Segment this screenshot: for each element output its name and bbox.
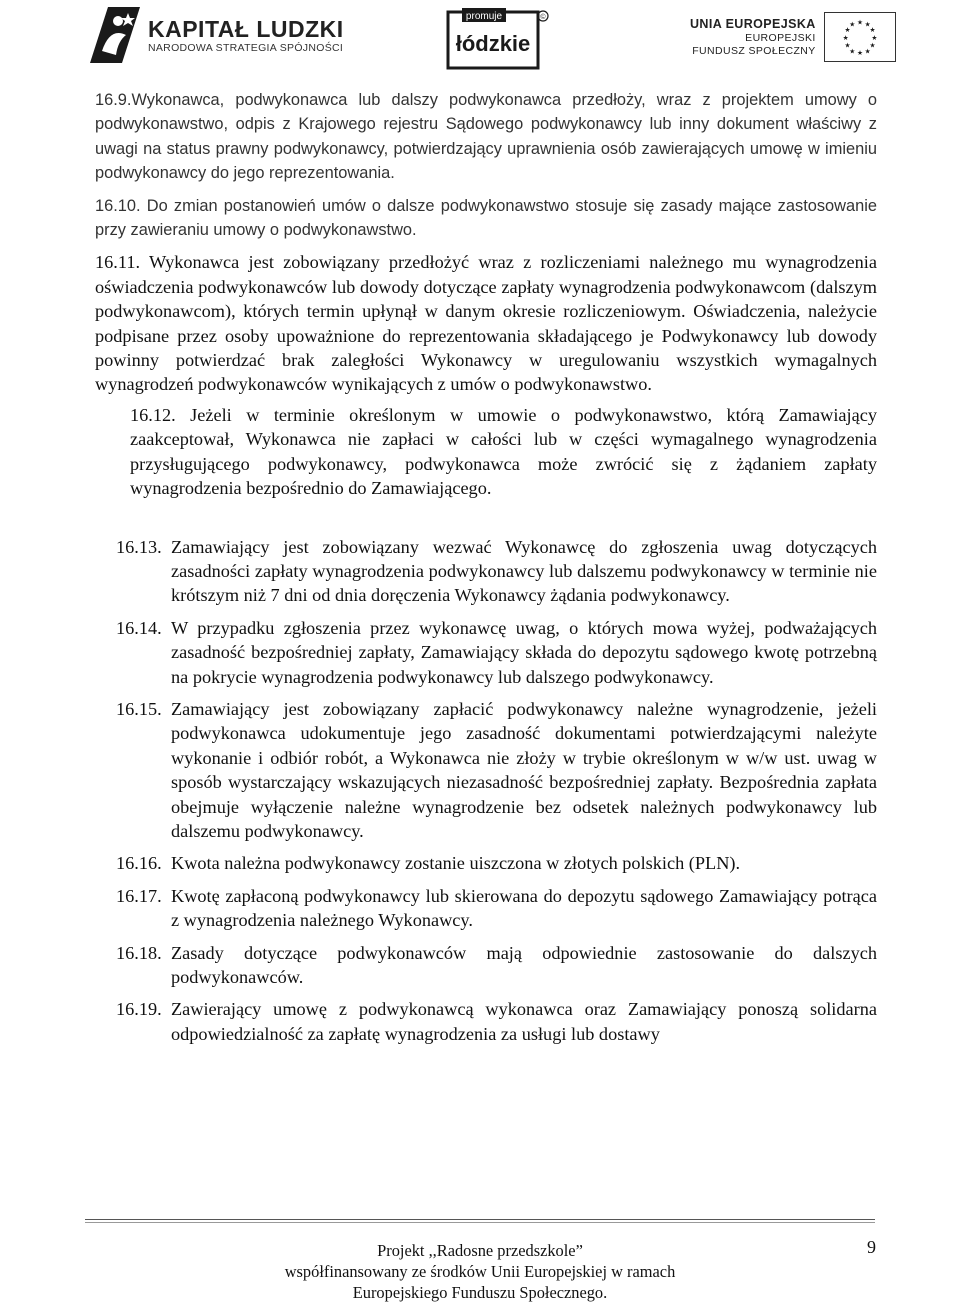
eu-line1: UNIA EUROPEJSKA — [690, 16, 816, 31]
document-body — [95, 88, 877, 1046]
footer-line2: współfinansowany ze środków Unii Europejskiej w ramach — [284, 1262, 676, 1281]
kl-title: KAPITAŁ LUDZKI — [148, 15, 344, 42]
list-item — [116, 616, 877, 689]
kapital-ludzki-logo — [88, 5, 344, 65]
page-header — [0, 0, 960, 82]
promuje-lodzkie-logo — [446, 6, 550, 70]
svg-text:★: ★ — [856, 49, 863, 58]
svg-text:★: ★ — [869, 41, 876, 50]
paragraph-16-11: 16.11. Wykonawca jest zobowiązany przedłożyć wraz z rozliczeniami należnego mu wynagrodzenia oświadczenia podwykonawców lub dowody dotyczące zapłaty wynagrodzenia podwykonawcom (dalszym podwykonawcom), których termin upłynął w danym okresie rozliczeniowym. Oświadczenia, należycie podpisane przez osoby upoważnione do reprezentowania składającego je Podwykonawcy lub dowody powinny potwierdzać brak zaległości Wykonawcy w uregulowaniu wszystkich wymagalnych wynagrodzeń podwykonawców wynikających z umów o podwykonawstwo. — [95, 252, 877, 395]
list-item-number: 16.15. — [116, 698, 162, 719]
list-item-text: Zamawiający jest zobowiązany wezwać Wykonawcę do zgłoszenia uwag dotyczących zasadności zapłaty wynagrodzenia podwykonawcy lub dalszemu podwykonawcy w terminie nie krótszym niż 7 dni od dnia doręczenia Wykonawcy żądania podwykonawcy. — [171, 536, 877, 606]
svg-text:★: ★ — [844, 26, 851, 35]
list-item — [116, 535, 877, 608]
list-item-number: 16.18. — [116, 942, 162, 963]
svg-text:★: ★ — [844, 41, 851, 50]
kapital-ludzki-emblem-icon — [88, 5, 142, 65]
list-item — [116, 884, 877, 933]
numbered-list — [95, 535, 877, 1047]
list-item — [116, 997, 877, 1046]
paragraph-16-10: 16.10. Do zmian postanowień umów o dalsze podwykonawstwo stosuje się zasady mające zastosowanie przy zawieraniu umowy o podwykonawstwo. — [95, 196, 877, 240]
list-item-text: Kwota należna podwykonawcy zostanie uiszczona w złotych polskich (PLN). — [171, 853, 741, 874]
lodzkie-logo-graphic — [446, 6, 550, 70]
kl-subtitle: NARODOWA STRATEGIA SPÓJNOŚCI — [148, 41, 344, 54]
svg-text:★: ★ — [842, 33, 849, 42]
svg-text:★: ★ — [871, 33, 878, 42]
svg-text:★: ★ — [864, 47, 871, 56]
list-item — [116, 697, 877, 843]
list-item-text: Zawierający umowę z podwykonawcą wykonawca oraz Zamawiający ponoszą solidarna odpowiedzialność za zapłatę wynagrodzenia za usługi lub dostawy — [171, 999, 877, 1044]
svg-text:★: ★ — [869, 26, 876, 35]
list-item-text: Zamawiający jest zobowiązany zapłacić podwykonawcy należne wynagrodzenie, jeżeli podwykonawca udokumentuje jego zasadność dokumentami potwierdzającymi należyte wykonanie i odbiór robót, a Wykonawca nie złoży w trybie określonym w w/w ust. uwag w sposób wystarczający wskazujących niezasadność bezpośredniej zapłaty. Bezpośrednia zapłata obejmuje wyłączenie należne wynagrodzenie bez odsetek należnych podwykonawcy lub dalszemu podwykonawcy. — [171, 698, 877, 841]
svg-text:★: ★ — [849, 47, 856, 56]
list-item-text: W przypadku zgłoszenia przez wykonawcę uwag, o których mowa wyżej, podważających zasadność bezpośredniej zapłaty, Zamawiający składa do depozytu sądowego kwotę potrzebną na pokrycie wynagrodzenia podwykonawcy lub dalszego podwykonawcy. — [171, 617, 877, 687]
footer-divider — [85, 1219, 875, 1220]
list-item-number: 16.16. — [116, 853, 162, 874]
page-footer — [0, 1240, 960, 1303]
list-item — [116, 941, 877, 990]
eu-line3: FUNDUSZ SPOŁECZNY — [692, 44, 816, 57]
paragraph-16-12: 16.12. Jeżeli w terminie określonym w umowie o podwykonawstwo, którą Zamawiający zaakceptował, Wykonawca nie zapłaci w całości lub w części wymagalnego wynagrodzenia przysługującego podwykonawcy, podwykonawca może zwrócić się z żądaniem zapłaty wynagrodzenia bezpośrednio do Zamawiającego. — [130, 404, 877, 499]
eu-logo — [690, 12, 896, 62]
svg-text:★: ★ — [864, 20, 871, 29]
svg-text:©: © — [540, 14, 546, 21]
list-item-number: 16.17. — [116, 885, 162, 906]
eu-line2: EUROPEJSKI — [745, 31, 816, 44]
footer-line1: Projekt ,,Radosne przedszkole” — [377, 1241, 583, 1260]
list-item-number: 16.13. — [116, 536, 162, 557]
footer-line3: Europejskiego Funduszu Społecznego. — [352, 1283, 608, 1302]
list-item-text: Kwotę zapłaconą podwykonawcy lub skierowana do depozytu sądowego Zamawiający potrąca z wynagrodzenia należnego Wykonawcy. — [171, 885, 877, 931]
list-item-number: 16.19. — [116, 999, 162, 1020]
footer-divider-secondary — [85, 1222, 875, 1223]
page-number: 9 — [867, 1237, 876, 1257]
lodz-top-text: promuje — [465, 11, 503, 22]
paragraph-16-9: 16.9.Wykonawca, podwykonawca lub dalszy podwykonawca przedłoży, wraz z projektem umowy o podwykonawstwo, odpis z Krajowego rejestru Sądowego podwykonawcy lub inny dokument właściwy z uwagi na status prawny podwykonawcy, potwierdzający uprawnienia osób zawierających umowę w imieniu podwykonawcy do jego reprezentowania. — [95, 91, 877, 183]
svg-text:★: ★ — [849, 20, 856, 29]
svg-text:★: ★ — [856, 18, 863, 27]
eu-flag-icon — [824, 12, 896, 62]
list-item-text: Zasady dotyczące podwykonawców mają odpowiednie zastosowanie do dalszych podwykonawców. — [171, 942, 877, 987]
list-item — [116, 851, 877, 875]
list-item-number: 16.14. — [116, 617, 162, 638]
lodz-main-text: łódzkie — [455, 31, 531, 56]
